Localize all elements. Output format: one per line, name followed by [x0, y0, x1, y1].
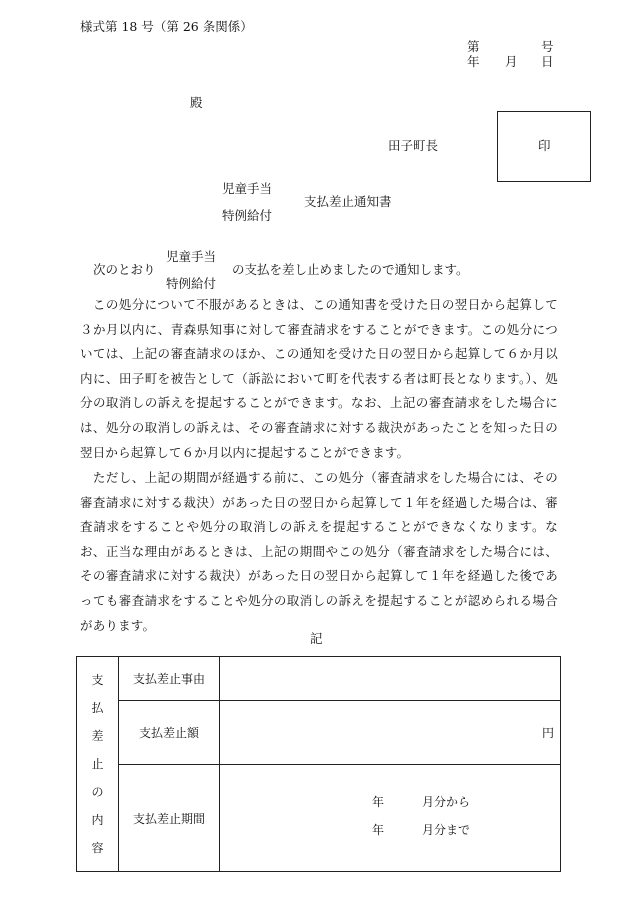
reason-label: 支払差止事由	[119, 657, 220, 701]
deadline-paragraph: ただし、上記の期間が経過する前に、この処分（審査請求をした場合には、その審査請求に対する裁決）があった日の翌日から起算して１年を経過した場合は、審査請求をすることや処分の取消しの訴えを提起することができなくなります。なお、正当な理由があるときは、上記の期間やこの処分（審査請求をした場合には、その審査請求に対する裁決）があった日の翌日から起算して１年を経過した後であっても審査請求をすることや処分の取消しの訴えを提起することが認められる場合があります。	[80, 470, 558, 633]
details-side-label	[77, 657, 119, 872]
title-line-child-allowance: 児童手当	[222, 181, 273, 196]
side-char: 払	[91, 701, 104, 715]
period-from-year: 年	[372, 795, 385, 809]
title-main: 支払差止通知書	[304, 194, 392, 209]
period-to-year: 年	[372, 823, 385, 837]
recipient-honorific: 殿	[190, 95, 203, 110]
intro-suffix: の支払を差し止めましたので通知します。	[232, 262, 469, 277]
side-char: 容	[91, 841, 104, 855]
intro-line-special-benefit: 特例給付	[166, 276, 217, 291]
amount-label: 支払差止額	[119, 701, 220, 765]
seal-mark: 印	[538, 138, 551, 153]
date-month: 月	[505, 54, 518, 69]
title-line-special-benefit: 特例給付	[222, 208, 273, 223]
ki-heading: 記	[310, 631, 323, 646]
side-char: 支	[91, 673, 104, 687]
doc-number-go: 号	[541, 39, 554, 54]
amount-unit: 円	[541, 726, 554, 740]
side-char: の	[91, 785, 104, 799]
amount-value	[220, 701, 561, 765]
side-char: 内	[91, 813, 104, 827]
period-value	[220, 765, 561, 872]
period-label: 支払差止期間	[119, 765, 220, 872]
side-char: 止	[91, 757, 104, 771]
period-to-month: 月分まで	[422, 823, 471, 837]
intro-prefix: 次のとおり	[93, 262, 156, 277]
date-day: 日	[541, 54, 554, 69]
details-table	[76, 656, 561, 872]
doc-number-dai: 第	[467, 39, 480, 54]
issuer-name: 田子町長	[388, 138, 439, 153]
reason-value	[220, 657, 561, 701]
intro-line-child-allowance: 児童手当	[166, 249, 217, 264]
period-from-month: 月分から	[422, 795, 471, 809]
side-char: 差	[91, 729, 104, 743]
appeal-paragraph: この処分について不服があるときは、この通知書を受けた日の翌日から起算して３か月以内に、青森県知事に対して審査請求をすることができます。この処分については、上記の審査請求のほか、この通知を受けた日の翌日から起算して６か月以内に、田子町を被告として（訴訟において町を代表する者は町長となります。）、処分の取消しの訴えを提起することができます。なお、上記の審査請求をした場合には、処分の取消しの訴えは、その審査請求に対する裁決があったことを知った日の翌日から起算して６か月以内に提起することができます。	[80, 297, 558, 460]
date-year: 年	[467, 54, 480, 69]
form-number: 様式第 18 号（第 26 条関係）	[80, 19, 253, 34]
